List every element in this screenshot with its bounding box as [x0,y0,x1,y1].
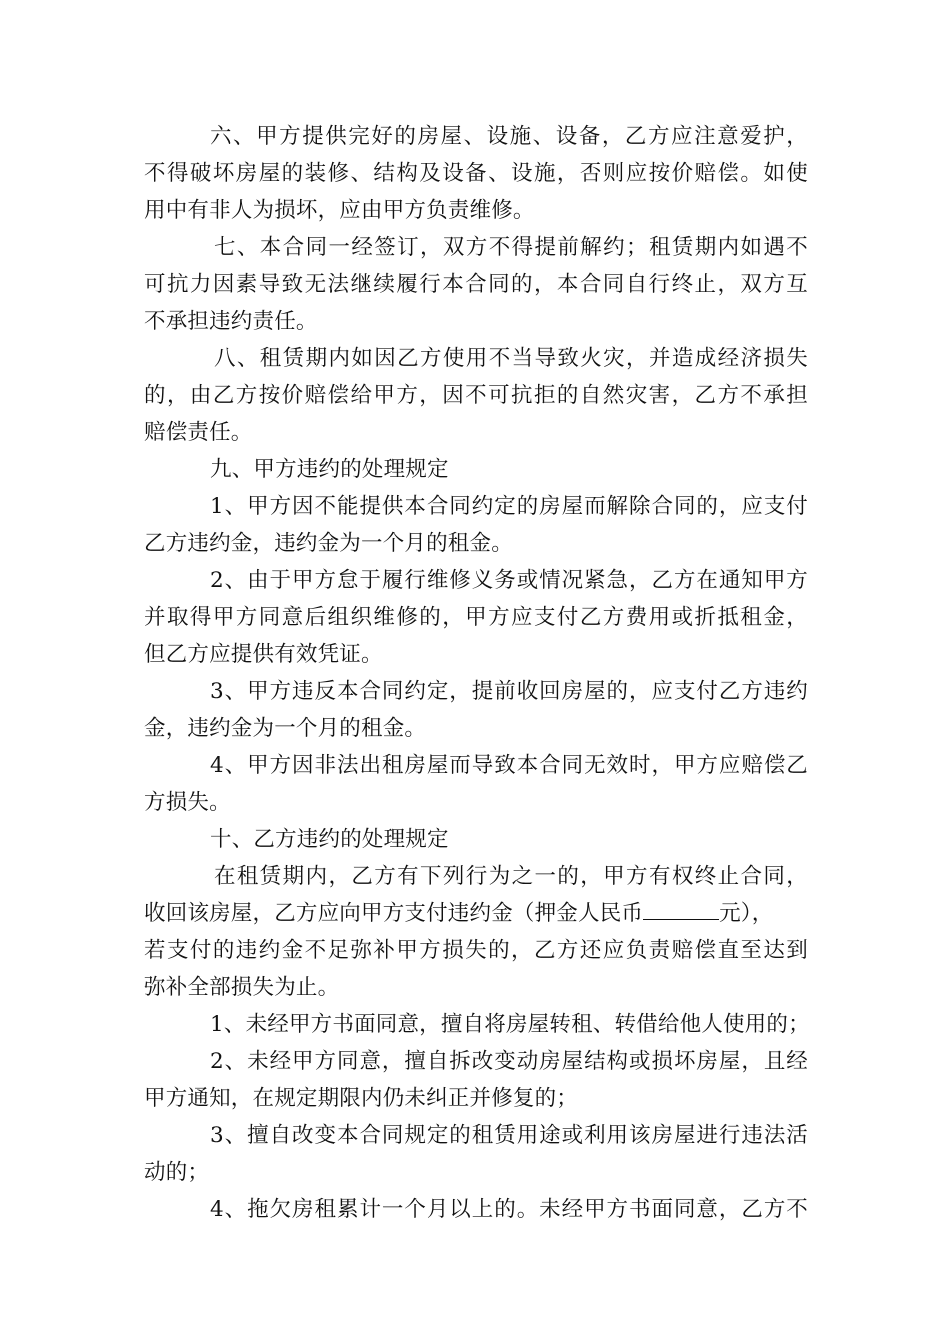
section-10-heading: 十、乙方违约的处理规定 [210,827,449,852]
deposit-unit: 元）， [719,901,774,926]
section-10-para-line-1: 在租赁期内，乙方有下列行为之一的，甲方有权终止合同， [214,864,808,889]
section-9-heading: 九、甲方违约的处理规定 [210,457,449,482]
item-9-4-line-1: 4、甲方因非法出租房屋而导致本合同无效时，甲方应赔偿乙 [210,753,808,778]
item-9-3-line-1: 3、甲方违反本合同约定，提前收回房屋的，应支付乙方违约 [210,679,808,704]
item-10-2-line-1: 2、未经甲方同意，擅自拆改变动房屋结构或损坏房屋，且经 [210,1049,808,1074]
item-9-2-line-2: 并取得甲方同意后组织维修的，甲方应支付乙方费用或折抵租金， [144,605,808,630]
item-10-1-line-1: 1、未经甲方书面同意，擅自将房屋转租、转借给他人使用的； [210,1012,810,1037]
clause-7-line-2: 可抗力因素导致无法继续履行本合同的，本合同自行终止，双方互 [144,272,808,297]
item-9-3-line-2: 金，违约金为一个月的租金。 [144,716,427,741]
deposit-text: 收回该房屋，乙方应向甲方支付违约金（押金人民币 [144,901,644,926]
clause-6-line-1: 六、甲方提供完好的房屋、设施、设备，乙方应注意爱护， [210,124,808,149]
section-10-para-line-2 [144,895,808,932]
item-9-1-line-2: 乙方违约金，违约金为一个月的租金。 [144,531,513,556]
item-9-1-line-1: 1、甲方因不能提供本合同约定的房屋而解除合同的，应支付 [210,494,808,519]
clause-7-line-3: 不承担违约责任。 [144,309,318,334]
clause-8-line-1: 八、租赁期内如因乙方使用不当导致火灾，并造成经济损失 [214,346,808,371]
clause-6-line-3: 用中有非人为损坏，应由甲方负责维修。 [144,198,535,223]
deposit-amount-blank [643,897,719,920]
section-10-para-line-3: 若支付的违约金不足弥补甲方损失的，乙方还应负责赔偿直至达到 [144,938,808,963]
clause-7-line-1: 七、本合同一经签订，双方不得提前解约；租赁期内如遇不 [214,235,808,260]
item-9-2-line-3: 但乙方应提供有效凭证。 [144,642,383,667]
item-10-3-line-2: 动的； [144,1160,210,1185]
section-10-para-line-4: 弥补全部损失为止。 [144,975,340,1000]
clause-6-line-2: 不得破坏房屋的装修、结构及设备、设施，否则应按价赔偿。如使 [144,161,808,186]
clause-8-line-3: 赔偿责任。 [144,420,253,445]
item-9-2-line-1: 2、由于甲方怠于履行维修义务或情况紧急，乙方在通知甲方 [210,568,808,593]
item-10-3-line-1: 3、擅自改变本合同规定的租赁用途或利用该房屋进行违法活 [210,1123,808,1148]
clause-8-line-2: 的，由乙方按价赔偿给甲方，因不可抗拒的自然灾害，乙方不承担 [144,383,808,408]
contract-body [144,118,808,1228]
item-9-4-line-2: 方损失。 [144,790,231,815]
item-10-4-line-1: 4、拖欠房租累计一个月以上的。未经甲方书面同意，乙方不 [210,1197,808,1222]
item-10-2-line-2: 甲方通知，在规定期限内仍未纠正并修复的； [144,1086,579,1111]
